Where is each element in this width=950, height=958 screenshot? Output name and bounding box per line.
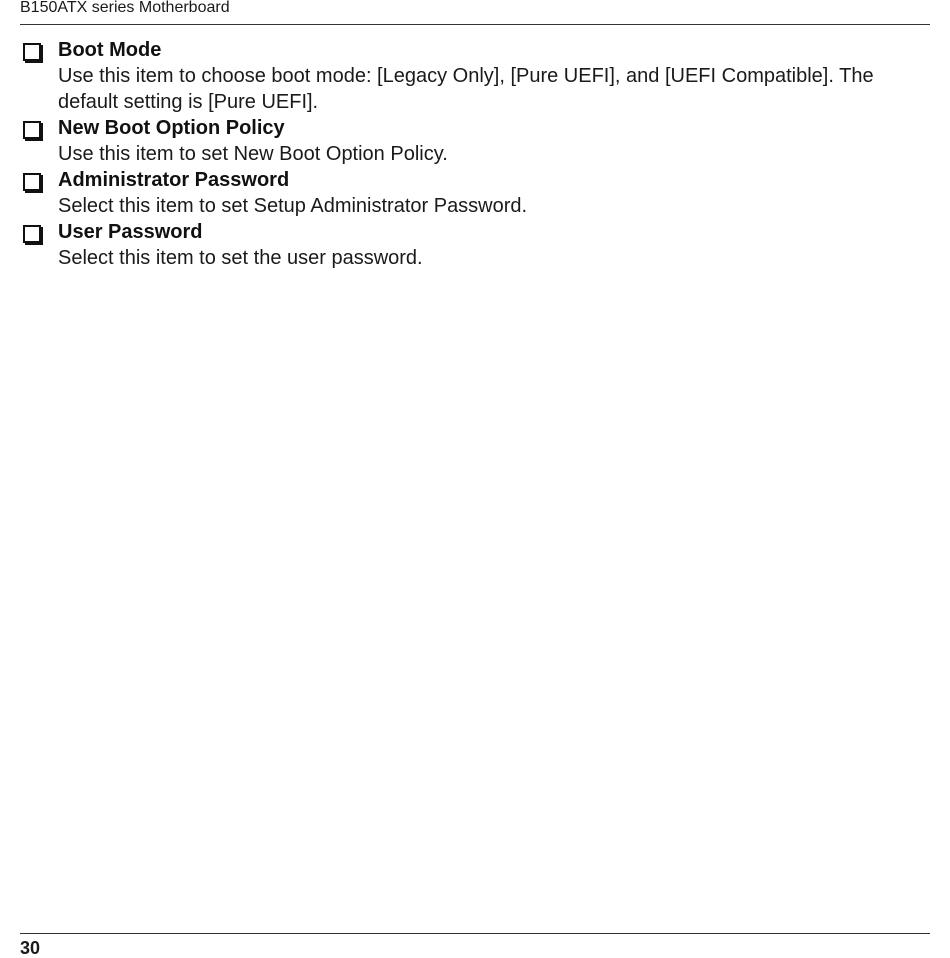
item-title: Administrator Password	[58, 169, 290, 191]
list-item-administrator-password	[20, 167, 930, 219]
checkbox-icon	[23, 225, 41, 243]
item-title: User Password	[58, 221, 203, 243]
checkbox-icon	[23, 43, 41, 61]
item-title: Boot Mode	[58, 39, 162, 61]
item-description: Select this item to set Setup Administrator Password.	[58, 195, 528, 217]
item-title: New Boot Option Policy	[58, 117, 285, 139]
settings-list	[20, 37, 930, 271]
page-number: 30	[20, 938, 41, 958]
list-item-boot-mode	[20, 37, 930, 115]
item-description: Use this item to choose boot mode: [Legacy Only], [Pure UEFI], and [UEFI Compatible]. The default setting is [Pure UEFI].	[58, 65, 874, 113]
list-item-new-boot-option-policy	[20, 115, 930, 167]
checkbox-icon	[23, 173, 41, 191]
checkbox-icon	[23, 121, 41, 139]
page-header	[20, 0, 930, 25]
item-description: Select this item to set the user password.	[58, 247, 423, 269]
header-title: B150ATX series Motherboard	[20, 0, 230, 16]
page-footer	[20, 933, 930, 958]
list-item-user-password	[20, 219, 930, 271]
item-description: Use this item to set New Boot Option Policy.	[58, 143, 448, 165]
